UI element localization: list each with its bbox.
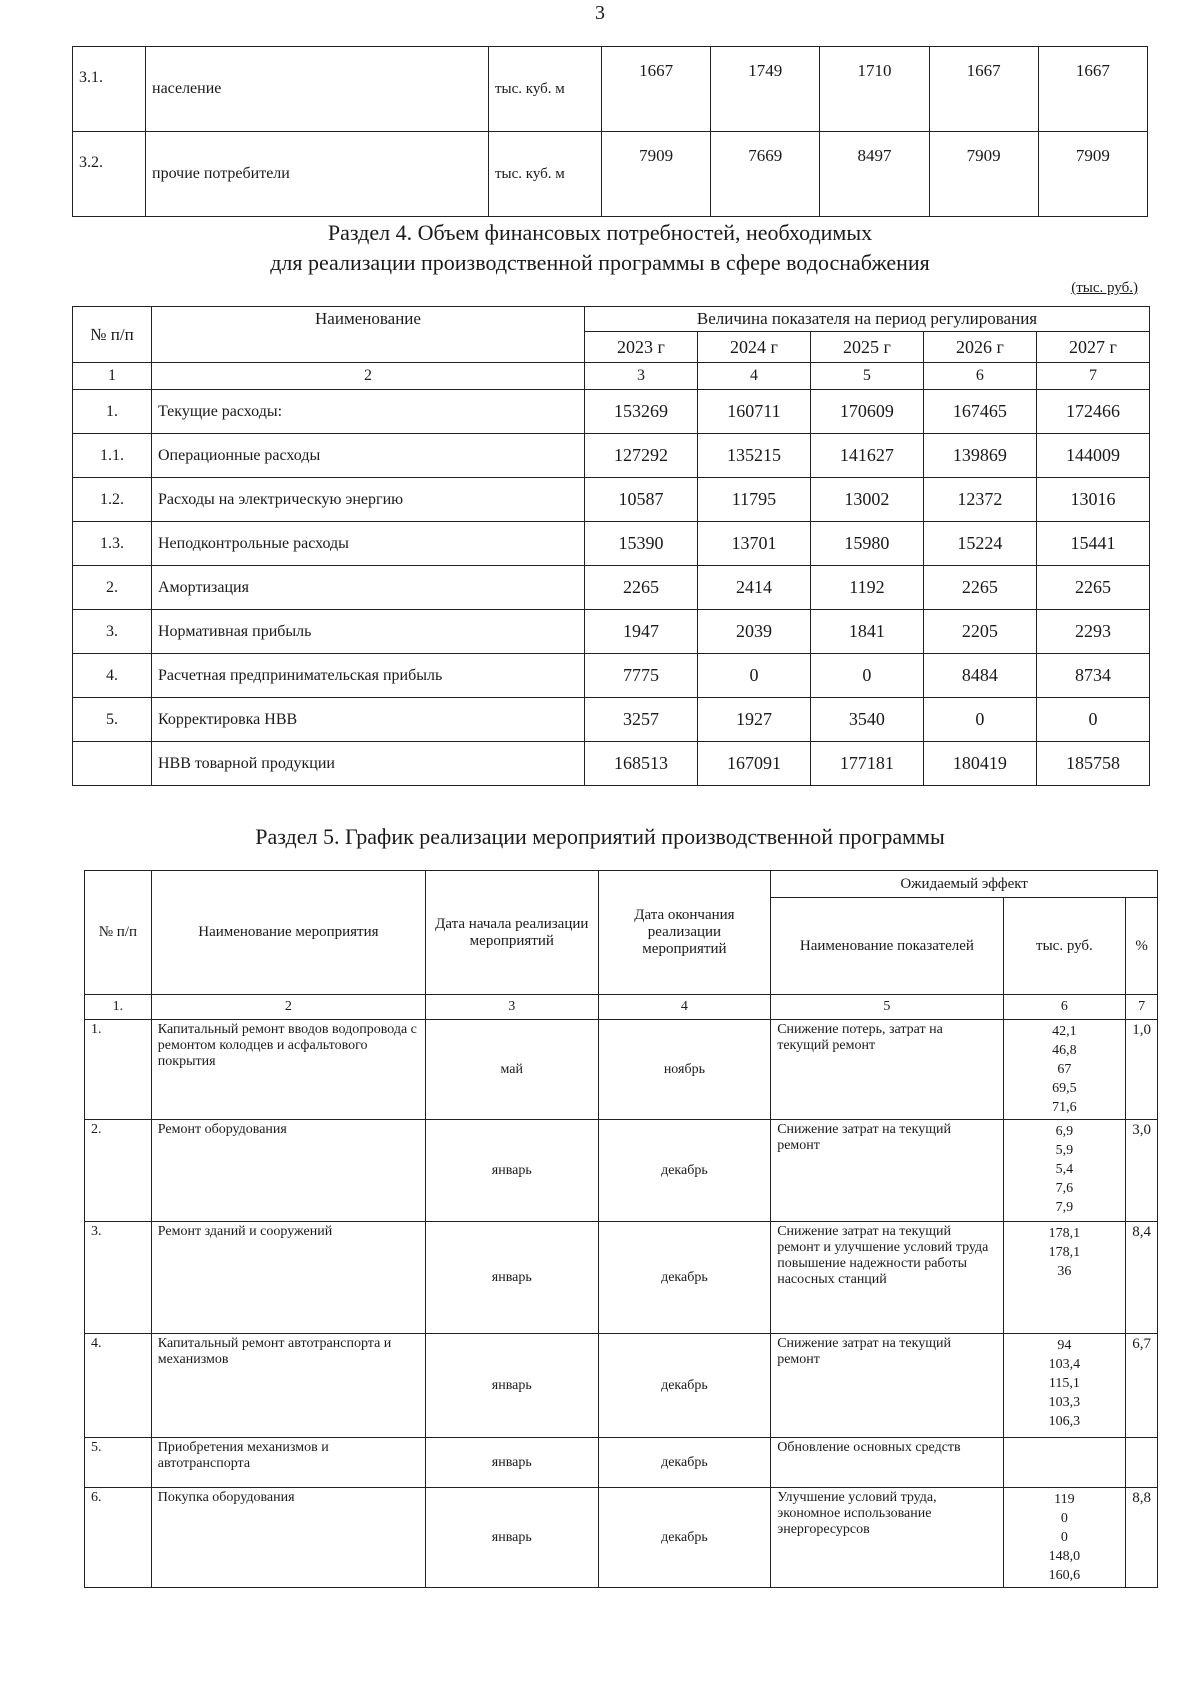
row-number: 2. <box>85 1120 152 1222</box>
row-name: Нормативная прибыль <box>152 610 585 654</box>
value-cell: 0 <box>697 654 810 698</box>
end-date: декабрь <box>598 1120 771 1222</box>
row-number: 2. <box>73 566 152 610</box>
end-date: декабрь <box>598 1438 771 1488</box>
column-index: 1 <box>73 363 152 390</box>
start-date: январь <box>425 1438 598 1488</box>
row-unit: тыс. куб. м <box>489 132 602 217</box>
table-header-row <box>85 871 1158 898</box>
table-row <box>85 1334 1158 1438</box>
table-row <box>73 610 1150 654</box>
pct-value: 1,0 <box>1126 1020 1158 1120</box>
value-cell: 153269 <box>585 390 698 434</box>
section4-title-line1: Раздел 4. Объем финансовых потребностей, необходимых <box>327 220 873 245</box>
value-cell: 13016 <box>1036 478 1149 522</box>
column-index: 5 <box>771 995 1003 1020</box>
value-cell: 3540 <box>810 698 923 742</box>
row-number: 1. <box>85 1020 152 1120</box>
header-effect: Ожидаемый эффект <box>771 871 1158 898</box>
value-cell: 8497 <box>820 132 929 217</box>
pct-value: 8,4 <box>1126 1222 1158 1334</box>
rub-value: 71,6 <box>1052 1100 1077 1115</box>
indicator-name: Снижение затрат на текущий ремонт <box>771 1334 1003 1438</box>
table-row <box>73 478 1150 522</box>
value-cell: 13701 <box>697 522 810 566</box>
indicator-name: Снижение затрат на текущий ремонт <box>771 1120 1003 1222</box>
activities-schedule-table <box>84 870 1158 1588</box>
header-end: Дата окончания реализации мероприятий <box>598 871 771 995</box>
rub-value: 0 <box>1060 1530 1068 1545</box>
header-no: № п/п <box>85 871 152 995</box>
header-year: 2023 г <box>585 332 698 363</box>
row-number: 1.1. <box>73 434 152 478</box>
rub-value: 69,5 <box>1052 1081 1077 1096</box>
value-cell: 141627 <box>810 434 923 478</box>
rub-value: 119 <box>1054 1492 1075 1507</box>
end-date: декабрь <box>598 1222 771 1334</box>
rub-value: 5,9 <box>1055 1143 1074 1158</box>
value-cell: 1667 <box>602 47 711 132</box>
value-cell: 1667 <box>929 47 1038 132</box>
value-cell: 7775 <box>585 654 698 698</box>
rub-value: 94 <box>1057 1338 1072 1353</box>
row-number: 1.3. <box>73 522 152 566</box>
column-index-row <box>73 363 1150 390</box>
value-cell: 185758 <box>1036 742 1149 786</box>
rub-value: 103,3 <box>1048 1395 1081 1410</box>
rub-values <box>1003 1334 1126 1438</box>
header-pct: % <box>1126 898 1158 995</box>
value-cell: 7909 <box>602 132 711 217</box>
row-number: 3. <box>73 610 152 654</box>
section5-title: Раздел 5. График реализации мероприятий производственной программы <box>255 824 945 849</box>
activity-name: Ремонт зданий и сооружений <box>151 1222 425 1334</box>
value-cell: 2265 <box>923 566 1036 610</box>
column-index: 7 <box>1126 995 1158 1020</box>
value-cell: 168513 <box>585 742 698 786</box>
row-number: 4. <box>73 654 152 698</box>
column-index: 7 <box>1036 363 1149 390</box>
value-cell: 12372 <box>923 478 1036 522</box>
indicator-name: Улучшение условий труда, экономное использование энергоресурсов <box>771 1488 1003 1588</box>
rub-values <box>1003 1488 1126 1588</box>
value-cell: 144009 <box>1036 434 1149 478</box>
value-cell: 2265 <box>585 566 698 610</box>
table-row <box>85 1120 1158 1222</box>
column-index: 5 <box>810 363 923 390</box>
column-index: 6 <box>923 363 1036 390</box>
value-cell: 1749 <box>711 47 820 132</box>
section4-title-line2: для реализации производственной программы в сфере водоснабжения <box>270 250 930 275</box>
table-row <box>73 742 1150 786</box>
column-index: 6 <box>1003 995 1126 1020</box>
row-name: Текущие расходы: <box>152 390 585 434</box>
value-cell: 167465 <box>923 390 1036 434</box>
row-number: 1. <box>73 390 152 434</box>
table-header-row <box>73 307 1150 332</box>
end-date: декабрь <box>598 1488 771 1588</box>
header-name: Наименование <box>152 307 585 363</box>
rub-values <box>1003 1020 1126 1120</box>
header-year: 2026 г <box>923 332 1036 363</box>
value-cell: 3257 <box>585 698 698 742</box>
value-cell: 1947 <box>585 610 698 654</box>
rub-value: 46,8 <box>1052 1043 1077 1058</box>
rub-value: 148,0 <box>1048 1549 1081 1564</box>
value-cell: 2265 <box>1036 566 1149 610</box>
value-cell: 10587 <box>585 478 698 522</box>
activity-name: Капитальный ремонт вводов водопровода с ремонтом колодцев и асфальтового покрытия <box>151 1020 425 1120</box>
value-cell: 170609 <box>810 390 923 434</box>
activity-name: Ремонт оборудования <box>151 1120 425 1222</box>
row-name: Корректировка НВВ <box>152 698 585 742</box>
pct-value: 3,0 <box>1126 1120 1158 1222</box>
table-row <box>85 1020 1158 1120</box>
value-cell: 8734 <box>1036 654 1149 698</box>
column-index: 2 <box>151 995 425 1020</box>
row-name: НВВ товарной продукции <box>152 742 585 786</box>
value-cell: 7909 <box>1038 132 1147 217</box>
header-period: Величина показателя на период регулирования <box>585 307 1150 332</box>
consumption-table <box>72 46 1148 217</box>
value-cell: 15390 <box>585 522 698 566</box>
rub-value: 36 <box>1057 1264 1072 1279</box>
value-cell: 1927 <box>697 698 810 742</box>
value-cell: 2039 <box>697 610 810 654</box>
table-row <box>85 1438 1158 1488</box>
header-year: 2025 г <box>810 332 923 363</box>
row-number: 3.1. <box>73 47 146 132</box>
value-cell: 172466 <box>1036 390 1149 434</box>
table-row <box>73 654 1150 698</box>
start-date: май <box>425 1020 598 1120</box>
activity-name: Приобретения механизмов и автотранспорта <box>151 1438 425 1488</box>
start-date: январь <box>425 1222 598 1334</box>
rub-value: 6,9 <box>1055 1124 1074 1139</box>
value-cell: 160711 <box>697 390 810 434</box>
table-row <box>73 698 1150 742</box>
table-row <box>73 132 1148 217</box>
table-row <box>73 47 1148 132</box>
column-index: 2 <box>152 363 585 390</box>
page-number: 3 <box>595 2 605 24</box>
pct-value: 8,8 <box>1126 1488 1158 1588</box>
end-date: декабрь <box>598 1334 771 1438</box>
header-year: 2027 г <box>1036 332 1149 363</box>
value-cell: 15441 <box>1036 522 1149 566</box>
value-cell: 0 <box>1036 698 1149 742</box>
rub-value: 103,4 <box>1048 1357 1081 1372</box>
pct-value <box>1126 1438 1158 1488</box>
rub-value: 0 <box>1060 1511 1068 1526</box>
value-cell: 11795 <box>697 478 810 522</box>
value-cell: 7669 <box>711 132 820 217</box>
rub-value: 42,1 <box>1052 1024 1077 1039</box>
rub-value: 160,6 <box>1048 1568 1081 1583</box>
value-cell: 0 <box>810 654 923 698</box>
rub-value: 67 <box>1057 1062 1072 1077</box>
header-indicator: Наименование показателей <box>771 898 1003 995</box>
header-start: Дата начала реализации мероприятий <box>425 871 598 995</box>
row-name: Амортизация <box>152 566 585 610</box>
rub-value: 7,6 <box>1055 1181 1074 1196</box>
row-name: Расчетная предпринимательская прибыль <box>152 654 585 698</box>
table-row <box>85 1222 1158 1334</box>
value-cell: 135215 <box>697 434 810 478</box>
column-index: 4 <box>697 363 810 390</box>
column-index: 1. <box>85 995 152 1020</box>
value-cell: 1192 <box>810 566 923 610</box>
row-unit: тыс. куб. м <box>489 47 602 132</box>
row-number <box>73 742 152 786</box>
start-date: январь <box>425 1334 598 1438</box>
header-no: № п/п <box>73 307 152 363</box>
row-number: 3.2. <box>73 132 146 217</box>
value-cell: 1667 <box>1038 47 1147 132</box>
value-cell: 15224 <box>923 522 1036 566</box>
value-cell: 2414 <box>697 566 810 610</box>
value-cell: 2293 <box>1036 610 1149 654</box>
header-year: 2024 г <box>697 332 810 363</box>
activity-name: Капитальный ремонт автотранспорта и механизмов <box>151 1334 425 1438</box>
value-cell: 2205 <box>923 610 1036 654</box>
row-name: Неподконтрольные расходы <box>152 522 585 566</box>
rub-value: 106,3 <box>1048 1414 1081 1429</box>
rub-values <box>1003 1222 1126 1334</box>
row-name: население <box>146 47 489 132</box>
indicator-name: Снижение потерь, затрат на текущий ремонт <box>771 1020 1003 1120</box>
value-cell: 8484 <box>923 654 1036 698</box>
rub-value: 115,1 <box>1048 1376 1080 1391</box>
indicator-name: Снижение затрат на текущий ремонт и улучшение условий труда повышение надежности работы насосных станций <box>771 1222 1003 1334</box>
rub-values <box>1003 1438 1126 1488</box>
rub-value: 5,4 <box>1055 1162 1074 1177</box>
row-number: 1.2. <box>73 478 152 522</box>
header-name: Наименование мероприятия <box>151 871 425 995</box>
value-cell: 13002 <box>810 478 923 522</box>
value-cell: 180419 <box>923 742 1036 786</box>
header-rub: тыс. руб. <box>1003 898 1126 995</box>
activity-name: Покупка оборудования <box>151 1488 425 1588</box>
row-name: Операционные расходы <box>152 434 585 478</box>
rub-values <box>1003 1120 1126 1222</box>
value-cell: 7909 <box>929 132 1038 217</box>
column-index: 3 <box>425 995 598 1020</box>
pct-value: 6,7 <box>1126 1334 1158 1438</box>
row-name: прочие потребители <box>146 132 489 217</box>
table-row <box>73 566 1150 610</box>
table-row <box>73 434 1150 478</box>
row-number: 5. <box>85 1438 152 1488</box>
column-index: 4 <box>598 995 771 1020</box>
value-cell: 177181 <box>810 742 923 786</box>
value-cell: 1841 <box>810 610 923 654</box>
start-date: январь <box>425 1120 598 1222</box>
indicator-name: Обновление основных средств <box>771 1438 1003 1488</box>
value-cell: 0 <box>923 698 1036 742</box>
value-cell: 139869 <box>923 434 1036 478</box>
row-number: 4. <box>85 1334 152 1438</box>
row-number: 6. <box>85 1488 152 1588</box>
unit-note: (тыс. руб.) <box>1071 280 1138 296</box>
value-cell: 15980 <box>810 522 923 566</box>
row-number: 5. <box>73 698 152 742</box>
row-name: Расходы на электрическую энергию <box>152 478 585 522</box>
section4-title <box>0 218 1200 278</box>
financial-needs-table <box>72 306 1150 786</box>
table-row <box>85 1488 1158 1588</box>
column-index: 3 <box>585 363 698 390</box>
value-cell: 127292 <box>585 434 698 478</box>
column-index-row <box>85 995 1158 1020</box>
rub-value: 178,1 <box>1048 1226 1081 1241</box>
row-number: 3. <box>85 1222 152 1334</box>
end-date: ноябрь <box>598 1020 771 1120</box>
rub-value: 178,1 <box>1048 1245 1081 1260</box>
rub-value: 7,9 <box>1055 1200 1074 1215</box>
start-date: январь <box>425 1488 598 1588</box>
table-row <box>73 522 1150 566</box>
value-cell: 167091 <box>697 742 810 786</box>
table-row <box>73 390 1150 434</box>
value-cell: 1710 <box>820 47 929 132</box>
